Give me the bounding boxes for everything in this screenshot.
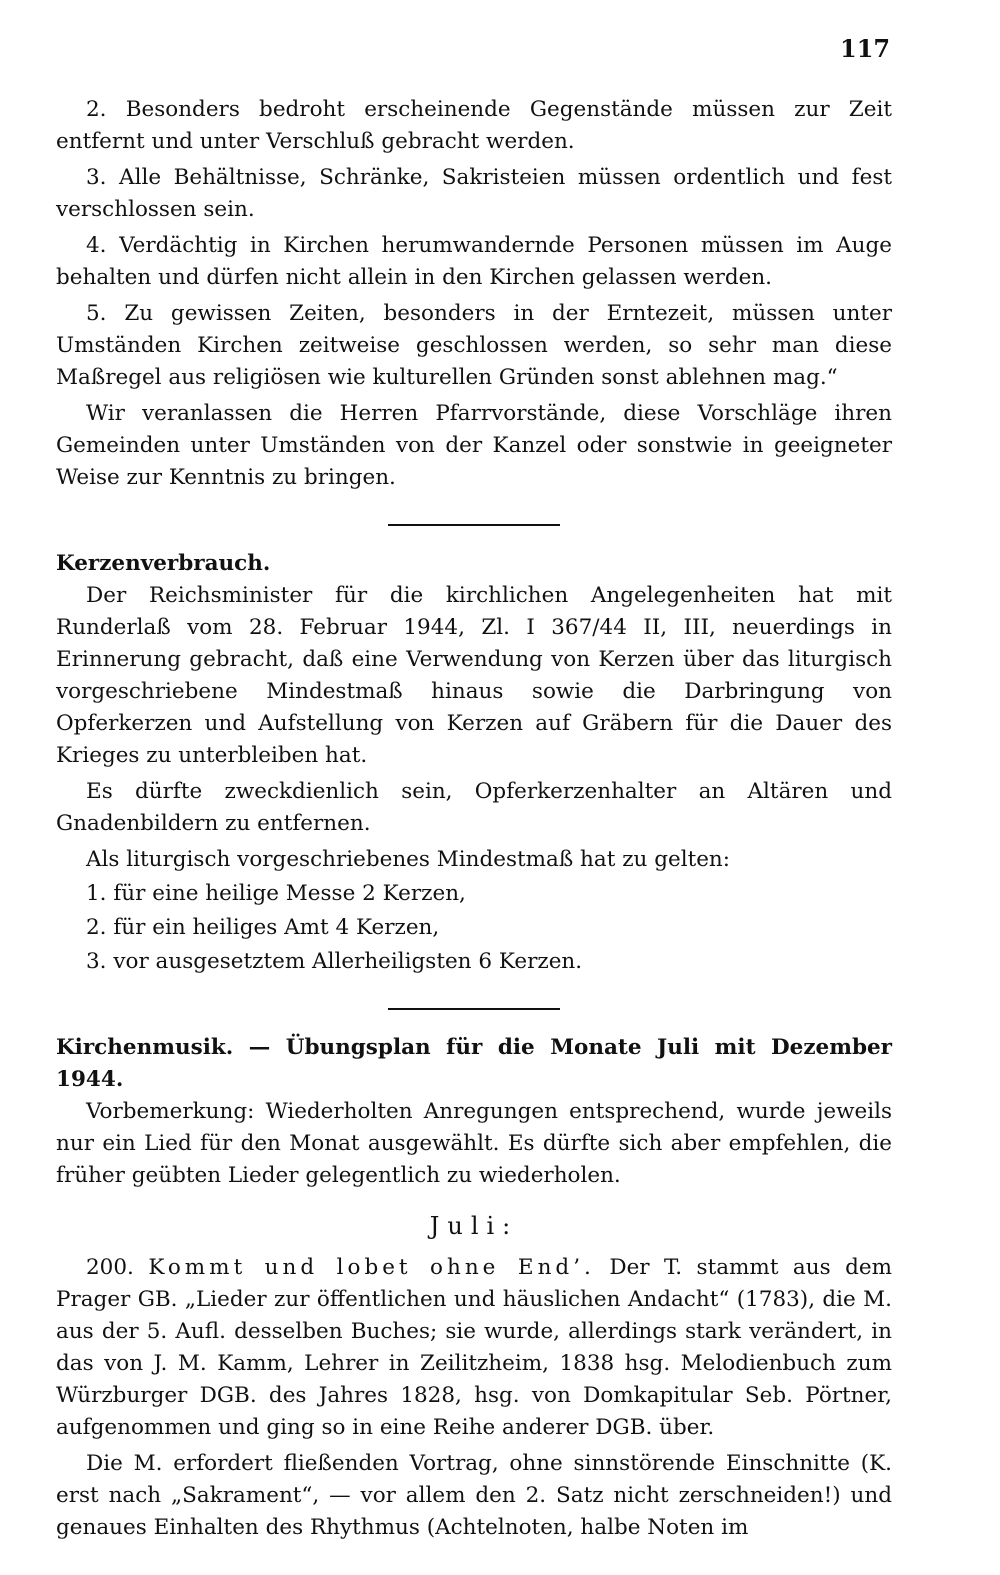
- section-heading-kirchenmusik: Kirchenmusik. — Übungsplan für die Monate Juli mit Dezember 1944.: [56, 1035, 892, 1092]
- paragraph-runderlass: Der Reichsminister für die kirchlichen Angelegenheiten hat mit Runderlaß vom 28. Februar 1944, Zl. I 367/44 II, III, neuerdings in Erinnerung gebracht, daß eine Verwendung von Kerzen über das liturgisch vorgeschriebene Mindestmaß hinaus sowie die Darbringung von Opferkerzen und Aufstellung von Kerzen auf Gräbern für die Dauer des Krieges zu unterbleiben hat.: [56, 583, 892, 768]
- page-body: [56, 94, 892, 1544]
- month-heading: Juli:: [429, 1212, 519, 1240]
- paragraph-item-5: 5. Zu gewissen Zeiten, besonders in der Erntezeit, müssen unter Umständen Kirchen zeitweise geschlossen werden, so sehr man diese Maßregel aus religiösen wie kulturellen Gründen sonst ablehnen mag.“: [56, 301, 892, 390]
- paragraph-mindestmass: Als liturgisch vorgeschriebenes Mindestmaß hat zu gelten:: [86, 847, 731, 872]
- paragraph-melody-notes: Die M. erfordert fließenden Vortrag, ohne sinnstörende Einschnitte (K. erst nach „Sakrament“, — vor allem den 2. Satz nicht zerschneiden!) und genaues Einhalten des Rhythmus (Achtelnoten, halbe Noten im: [56, 1451, 892, 1540]
- paragraph-song-entry: [56, 1252, 892, 1444]
- song-number: 200.: [86, 1255, 134, 1280]
- paragraph-item-3: 3. Alle Behältnisse, Schränke, Sakristeien müssen ordentlich und fest verschlossen sein.: [56, 165, 892, 222]
- section-heading-kerzenverbrauch: Kerzenverbrauch.: [56, 551, 271, 576]
- paragraph-item-2: 2. Besonders bedroht erscheinende Gegenstände müssen zur Zeit entfernt und unter Verschluß gebracht werden.: [56, 97, 892, 154]
- song-title: Kommt und lobet ohne End’.: [148, 1255, 595, 1280]
- section-divider: [388, 524, 560, 526]
- list-item: 2. für ein heiliges Amt 4 Kerzen,: [86, 915, 440, 940]
- list-item: 3. vor ausgesetztem Allerheiligsten 6 Kerzen.: [86, 949, 583, 974]
- section-divider: [388, 1008, 560, 1010]
- page-number: 117: [840, 34, 891, 63]
- list-item: 1. für eine heilige Messe 2 Kerzen,: [86, 881, 466, 906]
- closing-paragraph: Wir veranlassen die Herren Pfarrvorstände, diese Vorschläge ihren Gemeinden unter Umständen von der Kanzel oder sonstwie in geeigneter Weise zur Kenntnis zu bringen.: [56, 401, 892, 490]
- paragraph-opferkerzenhalter: Es dürfte zweckdienlich sein, Opferkerzenhalter an Altären und Gnadenbildern zu entfernen.: [56, 779, 892, 836]
- paragraph-vorbemerkung: Vorbemerkung: Wiederholten Anregungen entsprechend, wurde jeweils nur ein Lied für den Monat ausgewählt. Es dürfte sich aber empfehlen, die früher geübten Lieder gelegentlich zu wiederholen.: [56, 1099, 892, 1188]
- paragraph-item-4: 4. Verdächtig in Kirchen herumwandernde Personen müssen im Auge behalten und dürfen nicht allein in den Kirchen gelassen werden.: [56, 233, 892, 290]
- song-description: Der T. stammt aus dem Prager GB. „Lieder zur öffentlichen und häuslichen Andacht“ (1783), die M. aus der 5. Aufl. desselben Buches; sie wurde, allerdings stark verändert, in das von J. M. Kamm, Lehrer in Zeilitzheim, 1838 hsg. Melodienbuch zum Würzburger DGB. des Jahres 1828, hsg. von Domkapitular Seb. Pörtner, aufgenommen und ging so in eine Reihe anderer DGB. über.: [56, 1255, 892, 1440]
